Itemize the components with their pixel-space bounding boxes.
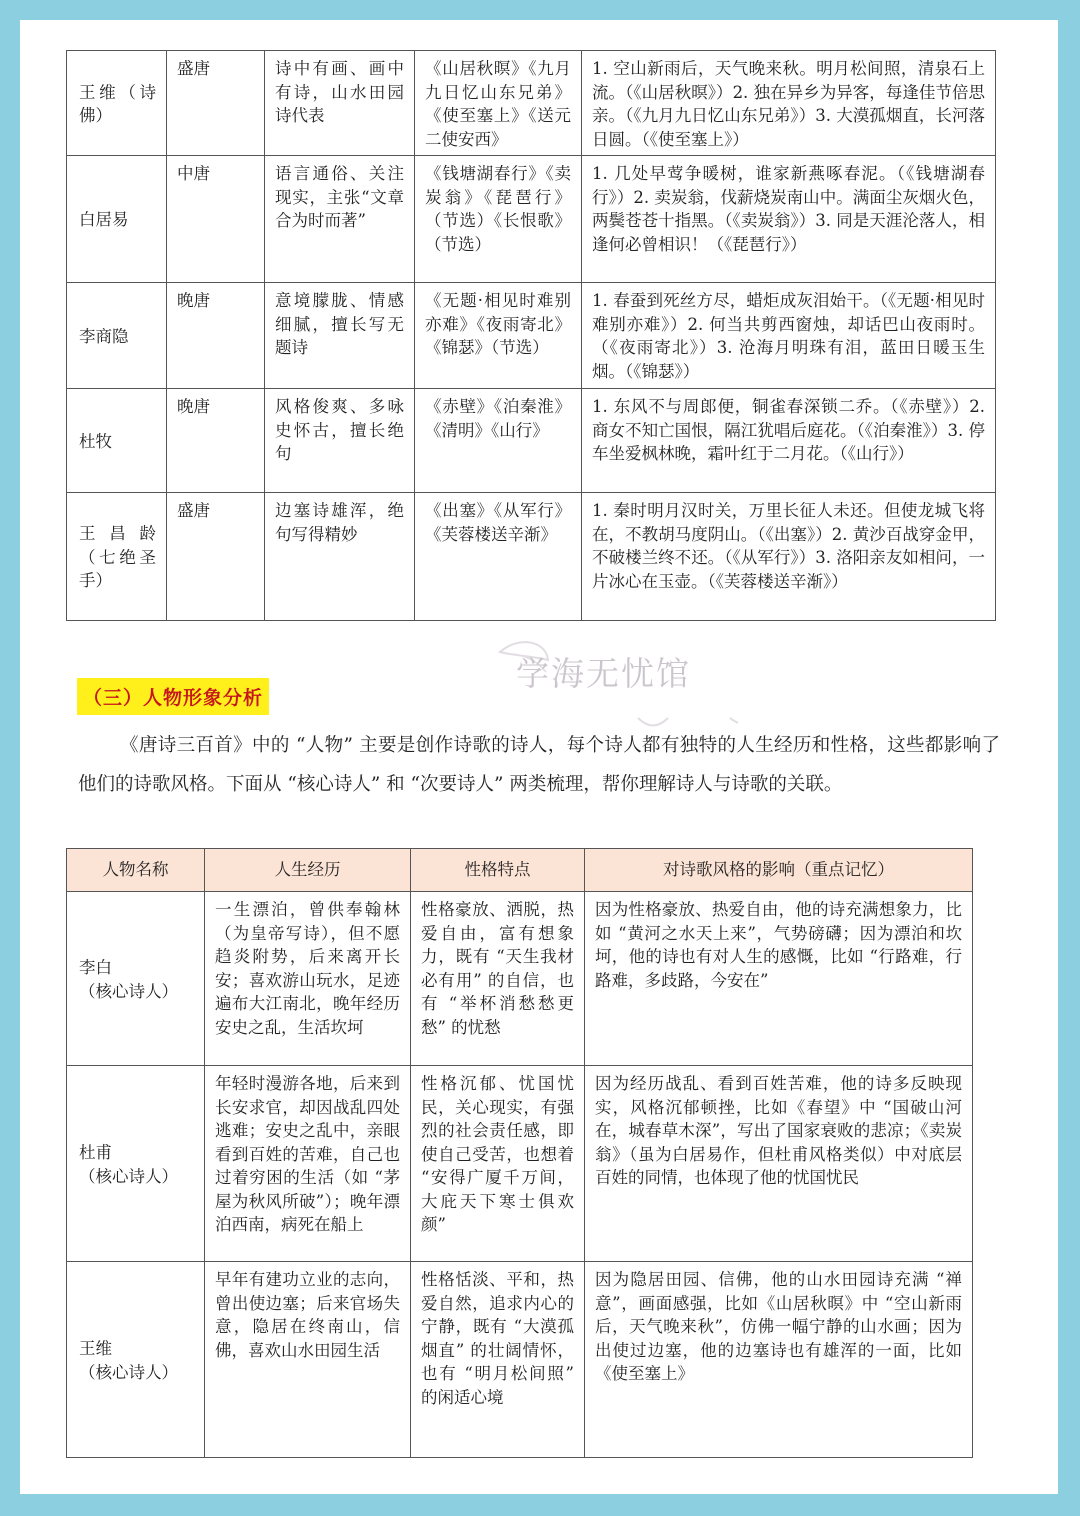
poet-name: 白居易	[67, 156, 167, 283]
poet-name: 王昌龄（七绝圣手）	[67, 493, 167, 621]
column-header: 人生经历	[205, 849, 411, 892]
table-row	[67, 1262, 973, 1458]
poet-name: 李商隐	[67, 283, 167, 389]
character-name: 王维	[79, 1339, 112, 1358]
table-header-row	[67, 849, 973, 892]
poet-lines: 1. 东风不与周郎便，铜雀春深锁二乔。（《赤壁》）2. 商女不知亡国恨，隔江犹唱后庭花。（《泊秦淮》）3. 停车坐爱枫林晚，霜叶红于二月花。（《山行》）	[582, 389, 996, 493]
column-header: 人物名称	[67, 849, 205, 892]
character-tag: （核心诗人）	[79, 1166, 178, 1186]
column-header: 对诗歌风格的影响（重点记忆）	[585, 849, 973, 892]
poet-style: 风格俊爽、多咏史怀古，擅长绝句	[265, 389, 415, 493]
column-header: 性格特点	[411, 849, 585, 892]
character-influence: 因为经历战乱、看到百姓苦难，他的诗多反映现实，风格沉郁顿挫，比如《春望》中 “国破山河在，城春草木深”，写出了国家衰败的悲凉；《卖炭翁》（虽为白居易作，但杜甫风格类似）中对底层百姓的同情，也体现了他的忧国忧民	[585, 1066, 973, 1262]
poet-works: 《山居秋暝》《九月九日忆山东兄弟》《使至塞上》《送元二使安西》	[415, 51, 582, 156]
character-name: 杜甫	[79, 1143, 112, 1162]
poet-name: 杜牧	[67, 389, 167, 493]
table-row	[67, 493, 996, 621]
character-name-cell	[67, 892, 205, 1066]
character-life: 早年有建功立业的志向，曾出使边塞；后来官场失意，隐居在终南山，信佛，喜欢山水田园生活	[205, 1262, 411, 1458]
character-life: 一生漂泊，曾供奉翰林（为皇帝写诗），但不愿趋炎附势，后来离开长安；喜欢游山玩水，足迹遍布大江南北，晚年经历安史之乱，生活坎坷	[205, 892, 411, 1066]
poets-table	[66, 50, 996, 621]
character-tag: （核心诗人）	[79, 1362, 178, 1382]
poet-lines: 1. 春蚕到死丝方尽，蜡炬成灰泪始干。（《无题·相见时难别亦难》）2. 何当共剪西窗烛，却话巴山夜雨时。（《夜雨寄北》）3. 沧海月明珠有泪，蓝田日暖玉生烟。（《锦瑟》）	[582, 283, 996, 389]
poet-lines: 1. 几处早莺争暖树，谁家新燕啄春泥。（《钱塘湖春行》）2. 卖炭翁，伐薪烧炭南山中。满面尘灰烟火色，两鬓苍苍十指黑。（《卖炭翁》）3. 同是天涯沦落人，相逢何必曾相识！（《琵琶行》）	[582, 156, 996, 283]
poet-lines: 1. 秦时明月汉时关，万里长征人未还。但使龙城飞将在，不教胡马度阴山。（《出塞》）2. 黄沙百战穿金甲，不破楼兰终不还。（《从军行》）3. 洛阳亲友如相问，一片冰心在玉壶。（《芙蓉楼送辛渐》）	[582, 493, 996, 621]
poet-style: 边塞诗雄浑，绝句写得精妙	[265, 493, 415, 621]
character-personality: 性格豪放、洒脱，热爱自由，富有想象力，既有 “天生我材必有用” 的自信，也有 “举杯消愁愁更愁” 的忧愁	[411, 892, 585, 1066]
character-personality: 性格恬淡、平和，热爱自然，追求内心的宁静，既有 “大漠孤烟直” 的壮阔情怀，也有 “明月松间照” 的闲适心境	[411, 1262, 585, 1458]
character-tag: （核心诗人）	[79, 981, 178, 1001]
watermark-text: 学海无忧馆	[516, 654, 691, 693]
character-table	[66, 848, 973, 1458]
document-page	[20, 20, 1058, 1494]
poet-era: 晚唐	[167, 283, 265, 389]
table-row	[67, 389, 996, 493]
poet-works: 《出塞》《从军行》《芙蓉楼送辛渐》	[415, 493, 582, 621]
poet-name: 王维（诗佛）	[67, 51, 167, 156]
poet-era: 盛唐	[167, 493, 265, 621]
poet-era: 晚唐	[167, 389, 265, 493]
poet-style: 意境朦胧、情感细腻，擅长写无题诗	[265, 283, 415, 389]
poet-works: 《赤壁》《泊秦淮》《清明》《山行》	[415, 389, 582, 493]
poet-lines: 1. 空山新雨后，天气晚来秋。明月松间照，清泉石上流。（《山居秋暝》）2. 独在异乡为异客，每逢佳节倍思亲。（《九月九日忆山东兄弟》）3. 大漠孤烟直，长河落日圆。（《使至塞上》）	[582, 51, 996, 156]
character-influence: 因为性格豪放、热爱自由，他的诗充满想象力，比如 “黄河之水天上来”，气势磅礴；因为漂泊和坎坷，他的诗也有对人生的感慨，比如 “行路难，行路难，多歧路，今安在”	[585, 892, 973, 1066]
poet-era: 中唐	[167, 156, 265, 283]
table-row	[67, 51, 996, 156]
poet-works: 《无题·相见时难别亦难》《夜雨寄北》《锦瑟》（节选）	[415, 283, 582, 389]
poet-style: 诗中有画、画中有诗，山水田园诗代表	[265, 51, 415, 156]
character-personality: 性格沉郁、忧国忧民，关心现实，有强烈的社会责任感，即使自己受苦，也想着 “安得广厦千万间，大庇天下寒士俱欢颜”	[411, 1066, 585, 1262]
character-name-cell	[67, 1262, 205, 1458]
character-life: 年轻时漫游各地，后来到长安求官，却因战乱四处逃难；安史之乱中，亲眼看到百姓的苦难，自己也过着穷困的生活（如 “茅屋为秋风所破”）；晚年漂泊西南，病死在船上	[205, 1066, 411, 1262]
poet-style: 语言通俗、关注现实，主张“文章合为时而著”	[265, 156, 415, 283]
poet-works: 《钱塘湖春行》《卖炭翁》《琵琶行》（节选）《长恨歌》（节选）	[415, 156, 582, 283]
poet-era: 盛唐	[167, 51, 265, 156]
section-intro: 《唐诗三百首》中的 “人物” 主要是创作诗歌的诗人，每个诗人都有独特的人生经历和性格，这些都影响了他们的诗歌风格。下面从 “核心诗人” 和 “次要诗人” 两类梳理，帮你理解诗人与诗歌的关联。	[78, 735, 1000, 795]
table-row	[67, 892, 973, 1066]
table-row	[67, 156, 996, 283]
character-name: 李白	[79, 958, 112, 977]
table-row	[67, 283, 996, 389]
character-name-cell	[67, 1066, 205, 1262]
table-row	[67, 1066, 973, 1262]
character-influence: 因为隐居田园、信佛，他的山水田园诗充满 “禅意”，画面感强，比如《山居秋暝》中 “空山新雨后，天气晚来秋”，仿佛一幅宁静的山水画；因为出使过边塞，他的边塞诗也有雄浑的一面，比如《使至塞上》	[585, 1262, 973, 1458]
section-heading: （三）人物形象分析	[77, 678, 269, 715]
